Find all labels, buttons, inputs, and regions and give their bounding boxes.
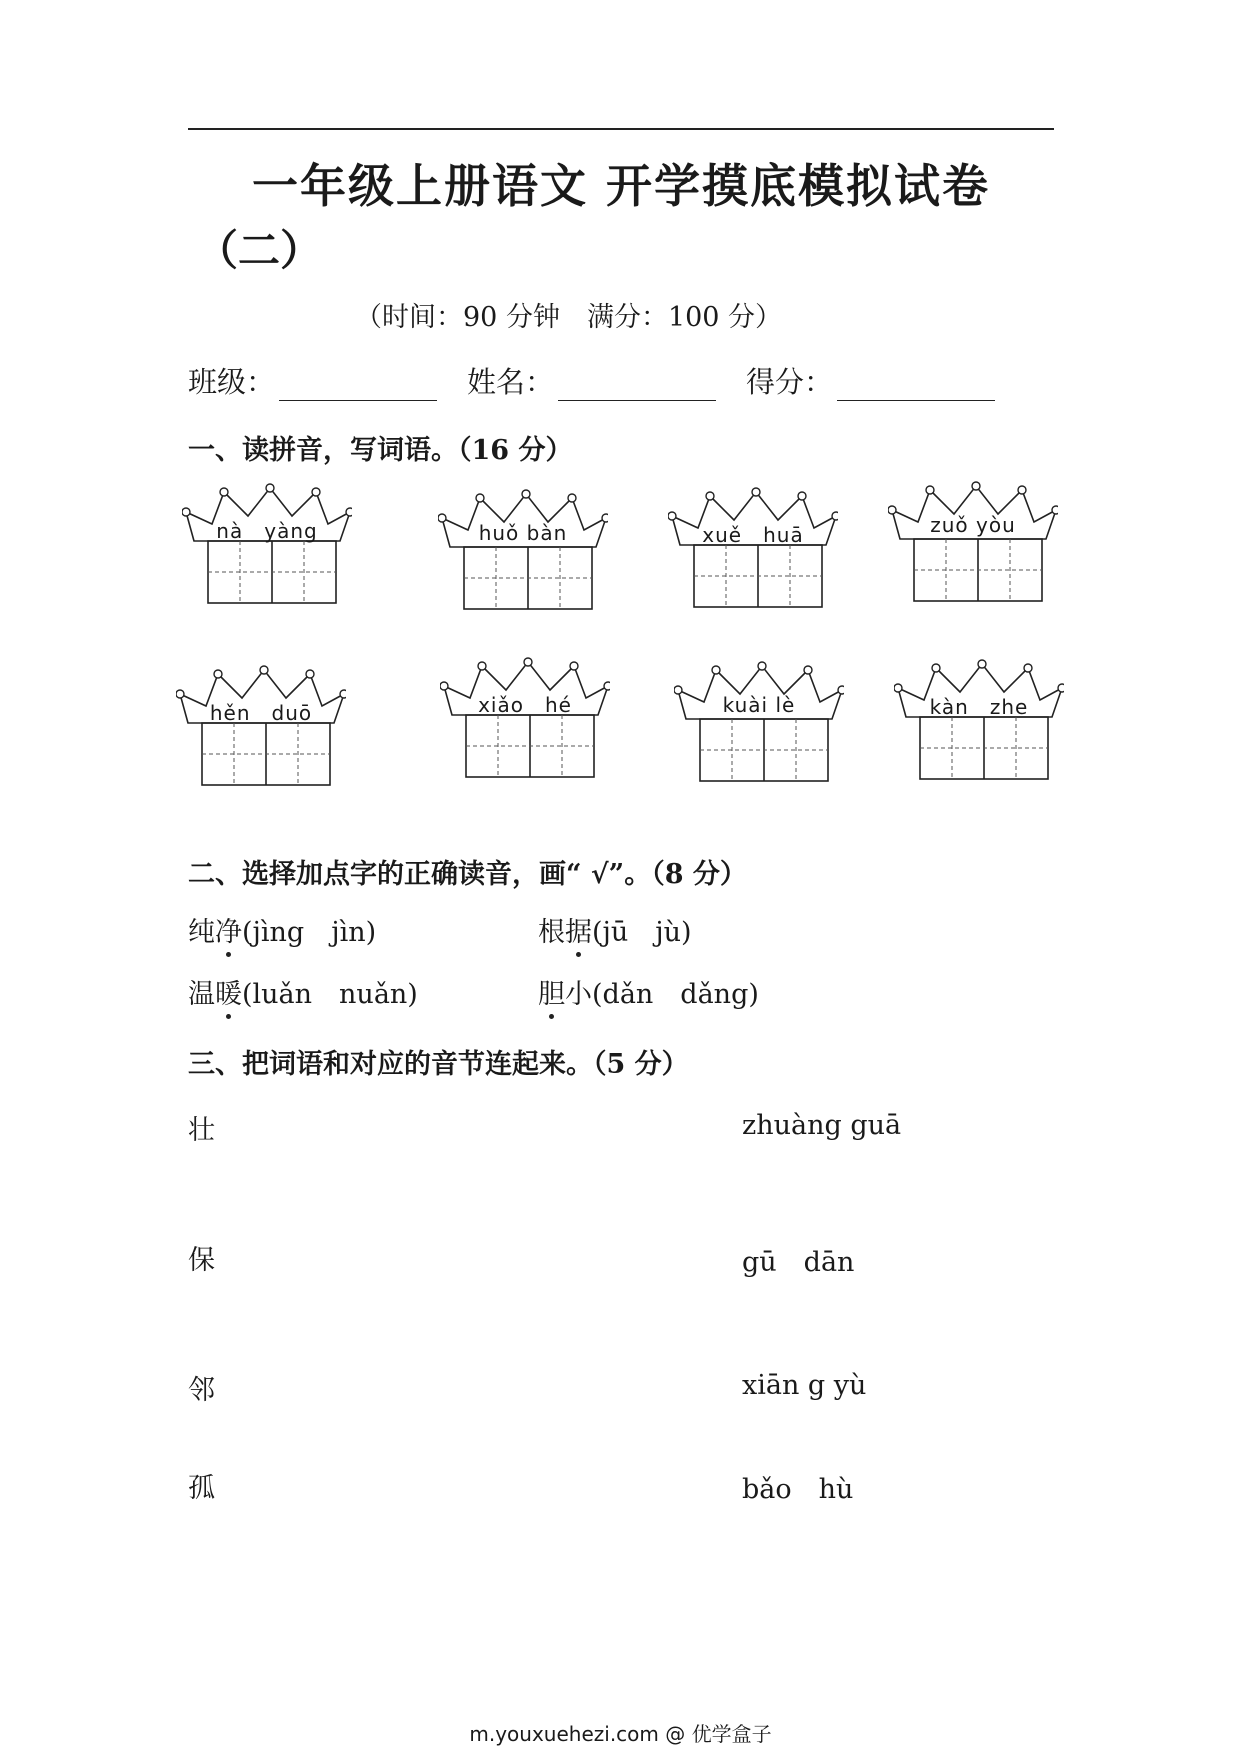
choice-options[interactable]: (dǎn dǎng) [592, 979, 759, 1010]
writing-grid[interactable] [920, 717, 1048, 779]
match-word[interactable]: 孤 [188, 1473, 215, 1504]
dotted-char: 净 [215, 910, 242, 949]
top-rule [188, 128, 1054, 130]
class-label: 班级： [188, 365, 276, 399]
score-label: 得分： [746, 365, 834, 399]
writing-grid[interactable] [464, 547, 592, 609]
choice-char: 小 [565, 979, 592, 1010]
pinyin-label: kàn zhe [929, 695, 1029, 719]
page-title: 一年级上册语文 开学摸底模拟试卷 [251, 159, 990, 213]
match-pinyin[interactable]: xiān g yù [742, 1370, 867, 1401]
pinyin-label: huǒ bàn [478, 521, 568, 545]
dotted-char: 据 [565, 910, 592, 949]
pinyin-label: nà yàng [216, 519, 318, 543]
pinyin-label: xiǎo hé [478, 693, 572, 717]
choice-options[interactable]: (jū jù) [592, 917, 692, 948]
writing-grid[interactable] [202, 723, 330, 785]
crown-item [182, 478, 352, 618]
choice-char: 根 [538, 917, 565, 948]
pinyin-label: zuǒ yòu [930, 513, 1016, 537]
pinyin-label: xuě huā [702, 523, 804, 547]
writing-grid[interactable] [700, 719, 828, 781]
choice-item [188, 910, 376, 949]
choice-char: 纯 [188, 917, 215, 948]
crown-item [674, 656, 844, 796]
choice-options[interactable]: (jìng jìn) [242, 917, 377, 948]
choice-options[interactable]: (luǎn nuǎn) [242, 979, 418, 1010]
footer-watermark: m.youxuehezi.com @ 优学盒子 [469, 1722, 772, 1746]
crown-item [438, 484, 608, 624]
match-pinyin[interactable]: bǎo hù [742, 1474, 854, 1505]
writing-grid[interactable] [466, 715, 594, 777]
student-info [188, 360, 1025, 401]
name-blank[interactable] [558, 370, 716, 401]
class-blank[interactable] [279, 370, 437, 401]
section2-heading: 二、选择加点字的正确读音，画“ √”。（8 分） [188, 859, 747, 890]
match-pinyin[interactable]: gū dān [742, 1247, 855, 1278]
match-word[interactable]: 壮 [188, 1115, 215, 1146]
pinyin-label: hěn duō [209, 701, 313, 725]
name-label: 姓名： [467, 365, 555, 399]
page-subtitle: （二） [196, 226, 323, 275]
crown-item [668, 482, 838, 622]
crown-item [888, 476, 1058, 616]
score-blank[interactable] [837, 370, 995, 401]
crown-item [440, 652, 610, 792]
writing-grid[interactable] [694, 545, 822, 607]
crown-item [894, 654, 1064, 794]
choice-char: 温 [188, 979, 215, 1010]
writing-grid[interactable] [208, 541, 336, 603]
match-word[interactable]: 邻 [188, 1375, 215, 1406]
choice-item [188, 972, 418, 1011]
choice-item [538, 910, 692, 949]
writing-grid[interactable] [914, 539, 1042, 601]
crown-item [176, 660, 346, 800]
pinyin-label: kuài lè [722, 693, 796, 717]
dotted-char: 暖 [215, 972, 242, 1011]
exam-meta: （时间：90 分钟 满分：100 分） [355, 302, 783, 333]
match-word[interactable]: 保 [188, 1245, 215, 1276]
match-pinyin[interactable]: zhuàng guā [742, 1110, 902, 1141]
choice-item [538, 972, 759, 1011]
dotted-char: 胆 [538, 972, 565, 1011]
section3-heading: 三、把词语和对应的音节连起来。（5 分） [188, 1049, 689, 1080]
section1-heading: 一、读拼音，写词语。（16 分） [188, 435, 573, 466]
